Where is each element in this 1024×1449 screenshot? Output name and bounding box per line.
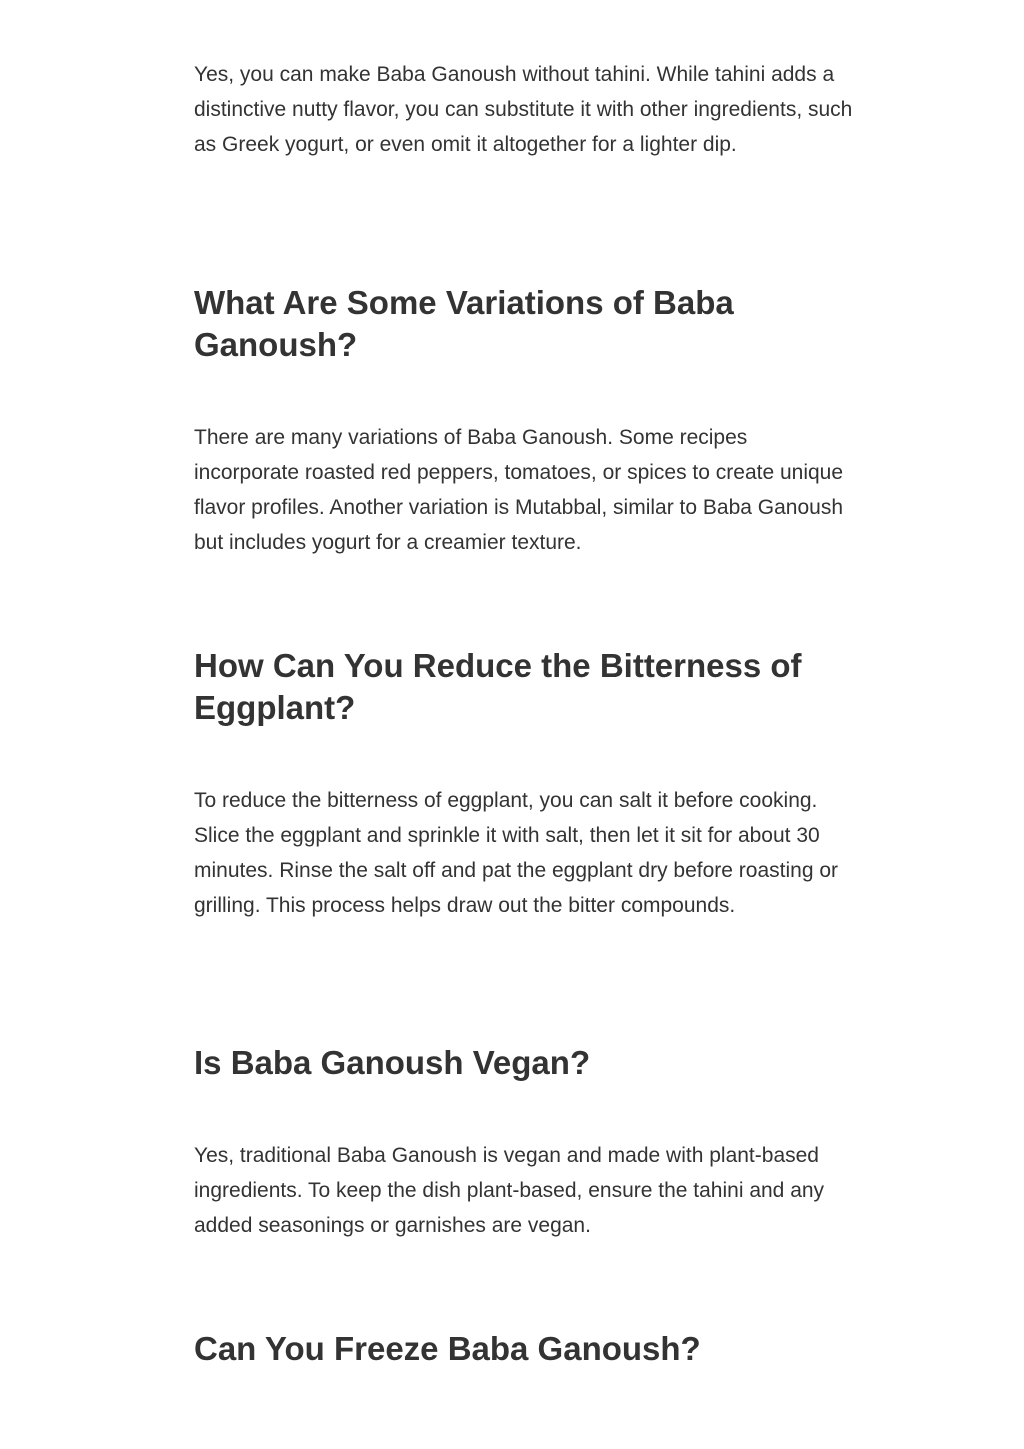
tahini-answer-paragraph: Yes, you can make Baba Ganoush without tahini. While tahini adds a distinctive nutty flavor, you can substitute it with other ingredients, such as Greek yogurt, or even omit it altogether for a lighter dip. bbox=[194, 63, 853, 156]
vegan-paragraph: Yes, traditional Baba Ganoush is vegan and made with plant-based ingredients. To keep the dish plant-based, ensure the tahini and any added seasonings or garnishes are vegan. bbox=[194, 1144, 825, 1237]
bitterness-paragraph: To reduce the bitterness of eggplant, you can salt it before cooking. Slice the eggplant and sprinkle it with salt, then let it sit for about 30 minutes. Rinse the salt off and pat the eggplant dry before roasting or grilling. This process helps draw out the bitter compounds. bbox=[194, 789, 839, 917]
vegan-heading: Is Baba Ganoush Vegan? bbox=[194, 1044, 591, 1081]
variations-heading: What Are Some Variations of Baba Ganoush? bbox=[194, 284, 734, 363]
variations-paragraph: There are many variations of Baba Ganoush. Some recipes incorporate roasted red peppers, tomatoes, or spices to create unique flavor profiles. Another variation is Mutabbal, similar to Baba Ganoush but includes yogurt for a creamier texture. bbox=[194, 426, 844, 554]
freeze-heading: Can You Freeze Baba Ganoush? bbox=[194, 1330, 701, 1367]
bitterness-heading: How Can You Reduce the Bitterness of Eggplant? bbox=[194, 647, 802, 726]
